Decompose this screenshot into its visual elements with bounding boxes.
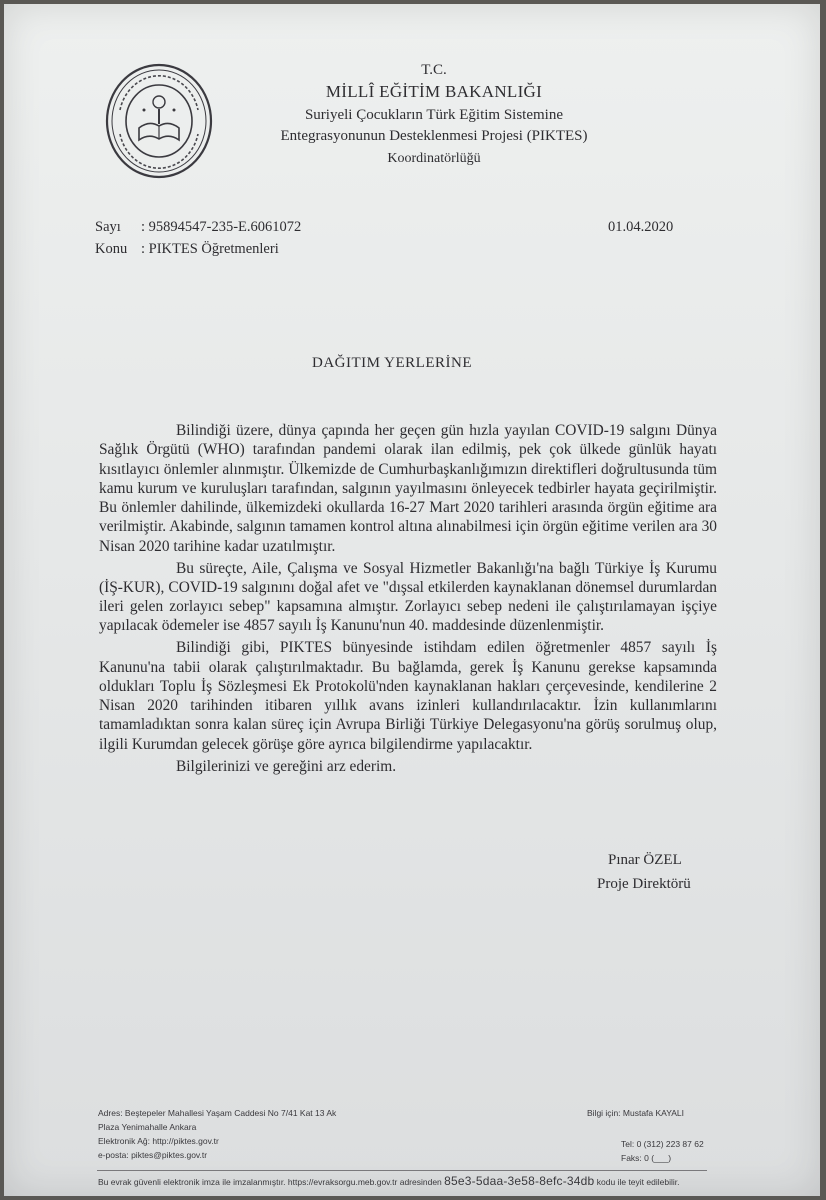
- paragraph-2: Bu süreçte, Aile, Çalışma ve Sosyal Hizmetler Bakanlığı'na bağlı Türkiye İş Kurumu (İŞ-KUR), COVID-19 salgınını doğal afet ve "dışsal etkilerden kaynaklanan dönemsel durumlardan ileri gelen zorlayıcı sebep" kapsamına almıştır. Zorlayıcı sebep nedeni ile çalıştırılamayan işçiye yapılacak ödemeler ise 4857 sayılı İş Kanunu'nun 40. maddesinde düzenlenmiştir.: [99, 559, 717, 635]
- sayi-value: : 95894547-235-E.6061072: [141, 219, 302, 235]
- document-date: 01.04.2020: [608, 219, 674, 235]
- footer-address-2: Plaza Yenimahalle Ankara: [98, 1122, 197, 1132]
- header-project-line1: Suriyeli Çocukların Türk Eğitim Sistemine: [304, 107, 564, 123]
- signatory-name: Pınar ÖZEL: [608, 852, 682, 868]
- header-ministry: MİLLÎ EĞİTİM BAKANLIĞI: [325, 82, 543, 101]
- konu-value: : PIKTES Öğretmenleri: [141, 241, 279, 257]
- footer-tel: Tel: 0 (312) 223 87 62: [621, 1139, 704, 1149]
- paragraph-closing: Bilgilerinizi ve gereğini arz ederim.: [176, 757, 397, 775]
- footer-contact: Bilgi için: Mustafa KAYALI: [587, 1108, 685, 1118]
- footer-address-1: Adres: Beştepeler Mahallesi Yaşam Caddesi No 7/41 Kat 13 Ak: [98, 1108, 337, 1118]
- letter-body: [99, 421, 717, 778]
- header-tc: T.C.: [421, 62, 447, 78]
- header-coordination: Koordinatörlüğü: [387, 151, 481, 166]
- letter-page: [4, 4, 820, 1196]
- konu-row: [95, 241, 279, 258]
- recipient-heading: DAĞITIM YERLERİNE: [312, 355, 473, 371]
- verify-text: Bu evrak güvenli elektronik imza ile imzalanmıştır. https://evraksorgu.meb.gov.tr adresinden: [98, 1177, 442, 1187]
- verify-suffix: kodu ile teyit edilebilir.: [596, 1177, 680, 1187]
- sayi-label: Sayı: [95, 219, 121, 235]
- footer-divider: [97, 1170, 707, 1171]
- sayi-row: [95, 219, 301, 236]
- header-project-line2: Entegrasyonunun Desteklenmesi Projesi (PIKTES): [280, 128, 588, 144]
- paragraph-1: Bilindiği üzere, dünya çapında her geçen gün hızla yayılan COVID-19 salgını Dünya Sağlık Örgütü (WHO) tarafından pandemi olarak ilan edilmiş, pek çok ülkede günlük hayatı kısıtlayıcı önlemler alınmıştır. Ülkemizde de Cumhurbaşkanlığımızın direktifleri doğrultusunda tüm kamu kurum ve kuruluşları tarafından, salgının yayılmasını önleyecek tedbirler hayata geçirilmiştir. Bu önlemler dahilinde, ülkemizdeki okullarda 16-27 Mart 2020 tarihleri arasında örgün eğitime ara verilmiştir. Akabinde, salgının tamamen kontrol altına alınabilmesi için örgün eğitime verilen ara 30 Nisan 2020 tarihine kadar uzatılmıştır.: [99, 422, 717, 555]
- footer-fax: Faks: 0 (___): [621, 1153, 672, 1163]
- signatory-title: Proje Direktörü: [597, 876, 691, 892]
- ministry-seal-icon: [104, 62, 214, 180]
- konu-label: Konu: [95, 241, 128, 257]
- verify-code: 85e3-5daa-3e58-8efc-34db: [444, 1174, 595, 1188]
- paragraph-3: Bilindiği gibi, PIKTES bünyesinde istihdam edilen öğretmenler 4857 sayılı İş Kanunu'na tabii olarak çalıştırılmaktadır. Bu bağlamda, gerek İş Kanunu gerekse kapsamında oldukları Toplu İş Sözleşmesi Ek Protokolü'nden kaynaklanan hakları çerçevesinde, kendilerine 2 Nisan 2020 tarihinden itibaren yıllık avans izinleri kullandırılacaktır. İzin kullanımlarını tamamladıktan sonra kalan süreç için Avrupa Birliği Türkiye Delegasyonu'na görüş sorulmuş olup, ilgili Kurumdan gelecek görüşe göre ayrıca bilgilendirme yapılacaktır.: [99, 639, 717, 753]
- footer-verification: [98, 1174, 679, 1188]
- footer-web: Elektronik Ağ: http://piktes.gov.tr: [98, 1136, 219, 1146]
- footer-email: e-posta: piktes@piktes.gov.tr: [98, 1150, 208, 1160]
